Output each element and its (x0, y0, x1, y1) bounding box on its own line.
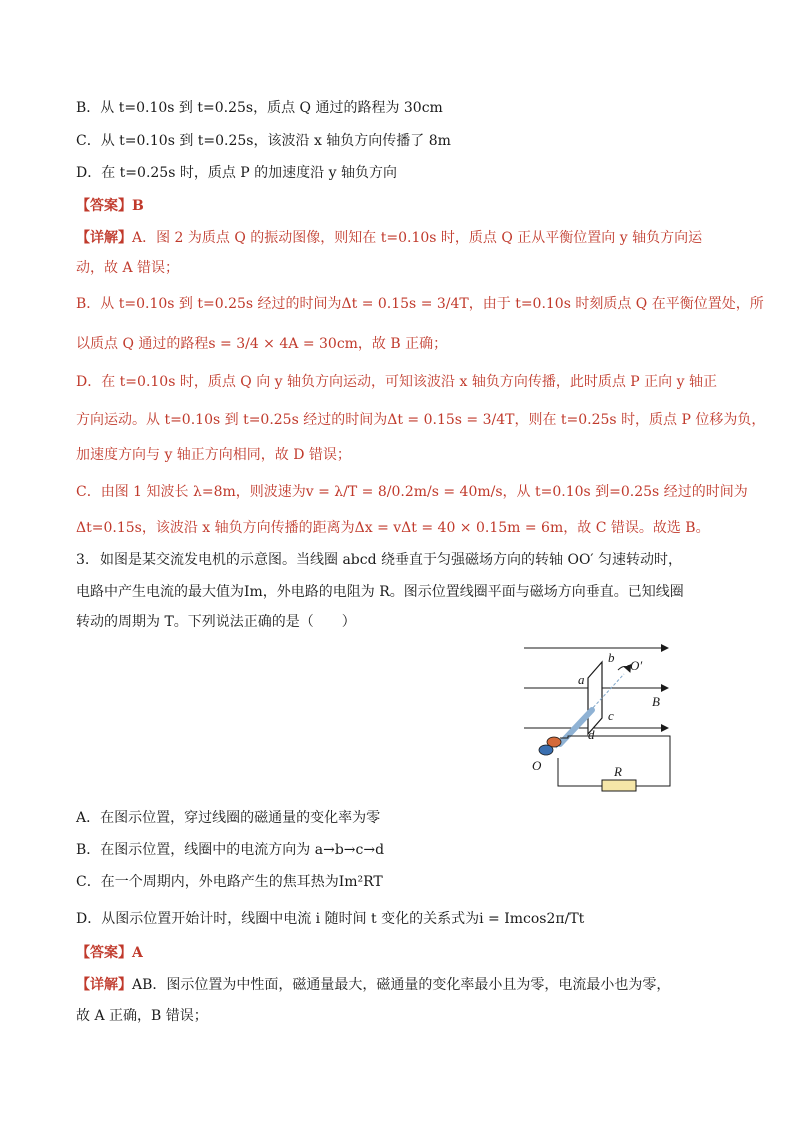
q2-detail-2a: B．从 t=0.10s 到 t=0.25s 经过的时间为Δt = 0.15s = 3/4T，由于 t=0.10s 时刻质点 Q 在平衡位置处，所 (76, 296, 764, 312)
coil-abcd (588, 662, 602, 734)
generator-figure (520, 640, 680, 800)
q3-detail-1b: 故 A 正确，B 错误； (76, 1008, 208, 1024)
q2-answer: 【答案】B (76, 198, 144, 214)
q3-option-a: A．在图示位置，穿过线圈的磁通量的变化率为零 (76, 810, 381, 826)
q2-detail-line-1 (76, 228, 716, 248)
q2-option-b: B．从 t=0.10s 到 t=0.25s，质点 Q 通过的路程为 30cm (76, 100, 443, 116)
label-c: c (608, 708, 614, 723)
label-o-prime: O′ (630, 658, 643, 673)
q3-stem-3: 转动的周期为 T。下列说法正确的是（ ） (76, 614, 356, 630)
q3-stem-1: 如图是某交流发电机的示意图。当线圈 abcd 绕垂直于匀强磁场方向的转轴 OO′ 匀速转动时， (100, 552, 683, 568)
resistor (602, 780, 636, 791)
slip-ring-2 (539, 745, 553, 755)
generator-diagram (520, 640, 680, 800)
q2-detail-2b: 以质点 Q 通过的路程s = 3/4 × 4A = 30cm，故 B 正确； (76, 336, 448, 352)
q2-detail-1b: 动，故 A 错误； (76, 260, 180, 276)
label-o: O (532, 758, 542, 773)
q3-answer: 【答案】A (76, 945, 143, 961)
label-d: d (588, 727, 595, 742)
q2-detail-1a: A．图 2 为质点 Q 的振动图像，则知在 t=0.10s 时，质点 Q 正从平衡位置向 y 轴负方向运 (132, 230, 703, 246)
q3-number: 3. (76, 552, 90, 568)
q2-detail-3a: D．在 t=0.10s 时，质点 Q 向 y 轴负方向运动，可知该波沿 x 轴负方向传播，此时质点 P 正向 y 轴正 (76, 374, 717, 390)
q3-stem-2: 电路中产生电流的最大值为Im，外电路的电阻为 R。图示位置线圈平面与磁场方向垂直。已知线圈 (76, 584, 684, 600)
q3-stem-line-1 (76, 550, 716, 570)
q3-detail-line-1 (76, 975, 716, 995)
q2-detail-tag: 【详解】 (76, 230, 132, 246)
q3-option-d: D．从图示位置开始计时，线圈中电流 i 随时间 t 变化的关系式为i = Imcos2π/Tt (76, 911, 585, 927)
q3-option-b: B．在图示位置，线圈中的电流方向为 a→b→c→d (76, 842, 385, 858)
label-a: a (578, 672, 585, 687)
q2-detail-4b: Δt=0.15s，该波沿 x 轴负方向传播的距离为Δx = vΔt = 40 × 0.15m = 6m，故 C 错误。故选 B。 (76, 520, 710, 536)
label-r: R (614, 764, 622, 779)
q3-detail-1a: AB．图示位置为中性面，磁通量最大，磁通量的变化率最小且为零，电流最小也为零， (132, 977, 671, 993)
label-field-b: B (652, 694, 660, 709)
q2-detail-3b: 方向运动。从 t=0.10s 到 t=0.25s 经过的时间为Δt = 0.15s = 3/4T，则在 t=0.25s 时，质点 P 位移为负， (76, 412, 766, 428)
q2-option-d: D．在 t=0.25s 时，质点 P 的加速度沿 y 轴负方向 (76, 165, 397, 181)
q2-option-c: C．从 t=0.10s 到 t=0.25s，该波沿 x 轴负方向传播了 8m (76, 133, 451, 149)
rotation-arrow (618, 666, 630, 672)
q2-detail-3c: 加速度方向与 y 轴正方向相同，故 D 错误； (76, 447, 351, 463)
q3-detail-tag: 【详解】 (76, 977, 132, 993)
q2-detail-4a: C．由图 1 知波长 λ=8m，则波速为v = λ/T = 8/0.2m/s = 40m/s，从 t=0.10s 到=0.25s 经过的时间为 (76, 484, 748, 500)
q3-option-c: C．在一个周期内，外电路产生的焦耳热为Im²RT (76, 874, 383, 890)
label-b: b (608, 650, 615, 665)
